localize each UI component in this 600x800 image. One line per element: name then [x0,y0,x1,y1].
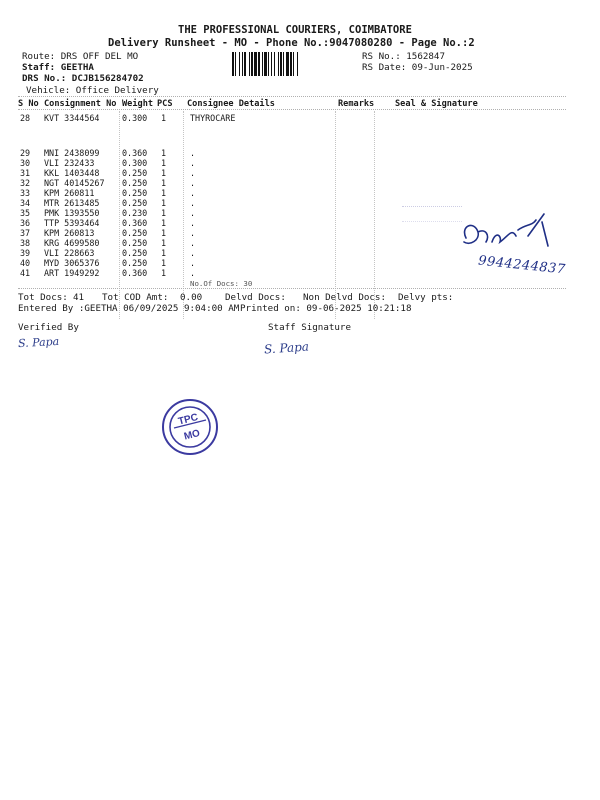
row-pcs: 1 [161,228,167,238]
route-label: Route: DRS OFF DEL MO [22,51,139,62]
row-weight: 0.250 [122,198,148,208]
row-sno: 37 [20,228,31,238]
table-row [0,168,600,178]
row-weight: 0.300 [122,158,148,168]
row-consignment: KPM 260813 [44,228,95,238]
row-sno: 32 [20,178,31,188]
row-details: . [190,218,196,228]
row-consignment: TTP 5393464 [44,218,100,228]
barcode-bar [297,52,298,76]
row-weight: 0.250 [122,168,148,178]
barcode-bar [293,52,294,76]
row-pcs: 1 [161,208,167,218]
barcode-bar [239,52,240,76]
row-weight: 0.250 [122,188,148,198]
consignee-signature [456,206,566,254]
verified-by-label: Verified By [18,322,79,333]
col-header-consignee: Consignee Details [187,99,275,109]
row-consignment: MYD 3065376 [44,258,100,268]
barcode [232,52,354,76]
barcode-bar [249,52,250,76]
row-pcs: 1 [161,158,167,168]
table-row [0,113,600,123]
barcode-bar [244,52,246,76]
col-header-sno: S No [18,99,39,109]
row-weight: 0.250 [122,258,148,268]
header-top-rule [18,96,566,97]
row-details: . [190,198,196,208]
barcode-bar [242,52,243,76]
barcode-bar [251,52,253,76]
runsheet-title: Delivery Runsheet - MO - Phone No.:9047080280 - Page No.:2 [108,37,475,49]
barcode-bar [290,52,292,76]
row-consignment: PMK 1393550 [44,208,100,218]
row-details: . [190,238,196,248]
delvy-pts-label: Delvy pts: [398,292,454,303]
row-weight: 0.250 [122,228,148,238]
row-consignment: KRG 4699580 [44,238,100,248]
barcode-bar [232,52,234,76]
row-sno: 36 [20,218,31,228]
col-header-remarks: Remarks [338,99,375,109]
tot-cod-label: Tot COD Amt: [102,292,169,303]
row-details: . [190,248,196,258]
row-consignment: VLI 232433 [44,158,95,168]
table-row [0,148,600,158]
row-pcs: 1 [161,188,167,198]
row-pcs: 1 [161,148,167,158]
tot-docs-label: Tot Docs: [18,292,68,303]
row-pcs: 1 [161,248,167,258]
row-details: . [190,228,196,238]
row-pcs: 1 [161,198,167,208]
staff-signature-label: Staff Signature [268,322,351,333]
barcode-bar [283,52,284,76]
staff-label: Staff: GEETHA [22,62,94,73]
barcode-bar [235,52,236,76]
row-sno: 34 [20,198,31,208]
vehicle-label: Vehicle: Office Delivery [26,85,159,96]
drs-number: DRS No.: DCJB156284702 [22,73,144,84]
rs-date: RS Date: 09-Jun-2025 [362,62,473,73]
row-details: . [190,148,196,158]
table-bottom-rule [18,288,566,289]
barcode-bar [254,52,257,76]
row-consignment: KKL 1403448 [44,168,100,178]
table-row [0,158,600,168]
row-pcs: 1 [161,168,167,178]
row-weight: 0.360 [122,218,148,228]
barcode-bar [286,52,289,76]
row-details: . [190,158,196,168]
row-sno: 28 [20,113,31,123]
row-consignment: NGT 40145267 [44,178,105,188]
row-pcs: 1 [161,113,167,123]
tot-cod-value: 0.00 [180,292,203,303]
row-sno: 30 [20,158,31,168]
row-sno: 40 [20,258,31,268]
barcode-bar [280,52,282,76]
row-sno: 38 [20,238,31,248]
row-pcs: 1 [161,218,167,228]
row-sno: 41 [20,268,31,278]
tpc-mo-stamp [160,397,220,457]
row-details: . [190,268,196,278]
entered-by: Entered By :GEETHA 06/09/2025 9:04:00 AM [18,303,240,314]
row-sno: 35 [20,208,31,218]
row-consignment: KVT 3344564 [44,113,100,123]
barcode-bar [278,52,279,76]
staff-handwritten-signature: S. Papa [263,339,310,357]
non-delvd-docs-label: Non Delvd Docs: [303,292,386,303]
row-sno: 39 [20,248,31,258]
row-pcs: 1 [161,238,167,248]
row-consignment: ART 1949292 [44,268,100,278]
stamp-line1: TPC [177,411,200,428]
row-details: . [190,178,196,188]
barcode-bar [258,52,260,76]
row-sno: 31 [20,168,31,178]
row-pcs: 1 [161,258,167,268]
faint-stamp-mark [402,206,462,222]
row-consignment: MTR 2613485 [44,198,100,208]
col-header-seal: Seal & Signature [395,99,478,109]
row-weight: 0.250 [122,248,148,258]
consignee-phone-handwritten: 9944244837 [477,253,567,278]
tot-docs-value: 41 [73,292,85,303]
row-consignment: MNI 2438099 [44,148,100,158]
row-weight: 0.250 [122,178,148,188]
barcode-bar [264,52,267,76]
barcode-bar [268,52,269,76]
verified-handwritten-signature: S. Papa [17,334,60,351]
row-details: . [190,258,196,268]
row-details: . [190,188,196,198]
table-row [0,178,600,188]
printed-on: Printed on: 09-06-2025 10:21:18 [240,303,412,314]
barcode-bar [271,52,272,76]
row-pcs: 1 [161,178,167,188]
row-weight: 0.360 [122,148,148,158]
row-details: . [190,168,196,178]
rs-number: RS No.: 1562847 [362,51,445,62]
no-of-docs: No.Of Docs: 30 [190,279,253,288]
row-sno: 33 [20,188,31,198]
col-header-consignment: Consignment No [44,99,117,109]
row-pcs: 1 [161,268,167,278]
row-weight: 0.250 [122,238,148,248]
stamp-line2: MO [182,427,202,443]
delvd-docs-label: Delvd Docs: [225,292,286,303]
company-title: THE PROFESSIONAL COURIERS, COIMBATORE [178,24,412,36]
header-bottom-rule [18,109,566,110]
row-details: . [190,208,196,218]
table-row [0,188,600,198]
barcode-bar [274,52,275,76]
row-weight: 0.230 [122,208,148,218]
row-sno: 29 [20,148,31,158]
row-weight: 0.360 [122,268,148,278]
row-details: THYROCARE [190,113,236,123]
row-weight: 0.300 [122,113,148,123]
row-consignment: KPM 260811 [44,188,95,198]
col-header-pcs: PCS [157,99,173,109]
row-consignment: VLI 228663 [44,248,95,258]
barcode-bar [262,52,263,76]
col-header-weight: Weight [122,99,154,109]
